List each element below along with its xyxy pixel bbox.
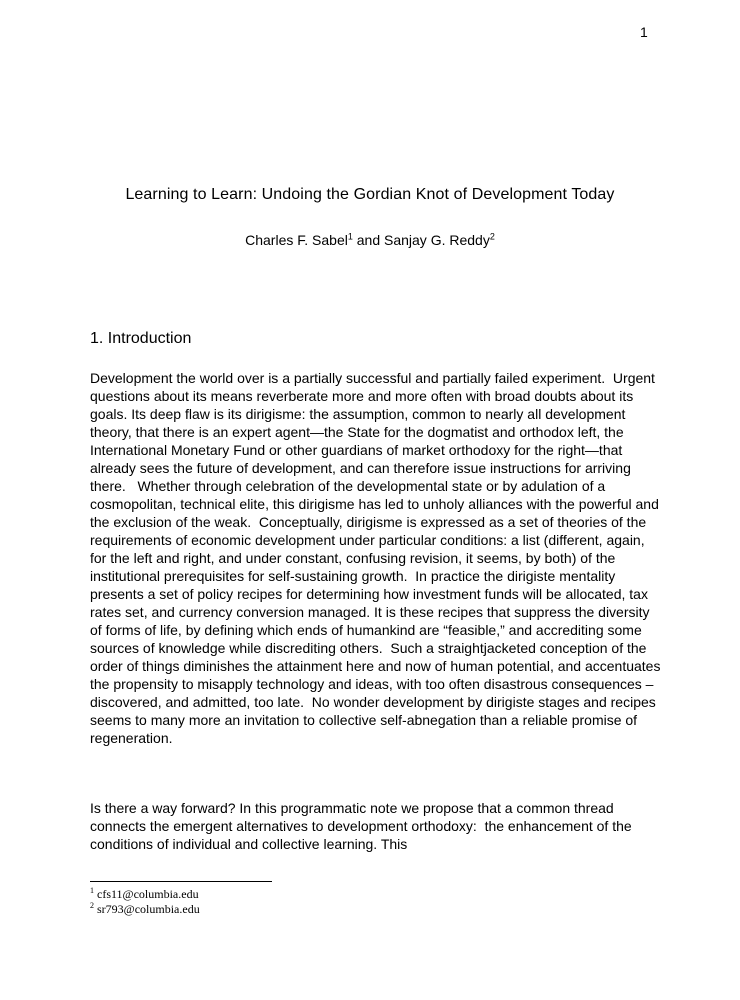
author-1-footnote-marker: 1	[347, 231, 353, 242]
footnote-2	[90, 902, 200, 917]
body-paragraph-1: Development the world over is a partially successful and partially failed experiment. Urgent questions about its means reverberate more and more often with broad doubts about its goals. Its deep flaw is its dirigisme: the assumption, common to nearly all development theory, that there is an expert agent—the State for the dogmatist and orthodox left, the International Monetary Fund or other guardians of market orthodoxy for the right—that already sees the future of development, and can therefore issue instructions for arriving there. Whether through celebration of the developmental state or by adulation of a cosmopolitan, technical elite, this dirigisme has led to unholy alliances with the powerful and the exclusion of the weak. Conceptually, dirigisme is expressed as a set of theories of the requirements of economic development under particular conditions: a list (different, again, for the left and right, and under constant, confusing revision, it seems, by both) of the institutional prerequisites for self-sustaining growth. In practice the dirigiste mentality presents a set of policy recipes for determining how investment funds will be allocated, tax rates set, and currency conversion managed. It is these recipes that suppress the diversity of forms of life, by defining which ends of humankind are “feasible,” and accrediting some sources of knowledge while discrediting others. Such a straightjacketed conception of the order of things diminishes the attainment here and now of human potential, and accentuates the propensity to misapply technology and ideas, with too often disastrous consequences – discovered, and admitted, too late. No wonder development by dirigiste stages and recipes seems to many more an invitation to collective self-abnegation than a reliable promise of regeneration.	[90, 370, 665, 746]
page-number: 1	[640, 24, 648, 40]
author-connector: and	[352, 232, 384, 248]
footnote-2-text: sr793@columbia.edu	[97, 902, 200, 916]
footnotes-block	[90, 887, 200, 917]
footnote-1	[90, 887, 200, 902]
footnote-1-text: cfs11@columbia.edu	[97, 887, 199, 901]
body-paragraph-2: Is there a way forward? In this programmatic note we propose that a common thread connects the emergent alternatives to development orthodoxy: the enhancement of the conditions of individual and collective learning. This	[90, 800, 636, 852]
author-1-name: Charles F. Sabel	[245, 232, 348, 248]
footnote-2-marker: 2	[90, 901, 94, 910]
footnote-1-marker: 1	[90, 886, 94, 895]
author-line	[85, 232, 655, 248]
footnote-separator-rule	[90, 881, 272, 882]
paper-title: Learning to Learn: Undoing the Gordian Knot of Development Today	[125, 186, 615, 203]
author-2-footnote-marker: 2	[489, 231, 495, 242]
author-2-name: Sanjay G. Reddy	[384, 232, 490, 248]
section-heading-introduction: 1. Introduction	[90, 330, 192, 347]
